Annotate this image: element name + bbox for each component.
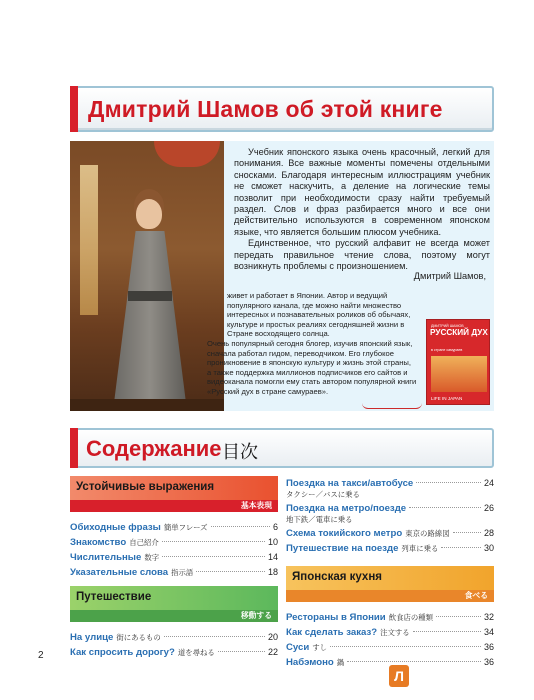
toc-title: Как спросить дорогу? [70,647,175,658]
contents-left-column [70,476,278,660]
publisher-logo: Л [389,665,409,687]
dot-leader [347,661,481,662]
section-label-jp: 移動する [70,610,278,622]
dot-leader [441,547,481,548]
book-footer: LIFE IN JAPAN [431,396,463,401]
intro-block [70,141,494,411]
toc-item[interactable] [70,550,278,565]
contents-title: Содержание [86,436,222,461]
toc-title: Поездка на метро/поезде [286,503,407,514]
toc-item[interactable] [286,625,494,640]
review-paragraph-1: Учебник японского языка очень красочный, легкий для понимания. Все важные моменты помечены отдельными сносками. Благодаря интересным иллюстрациям учебник не сможет наскучить, а деление на логические темы позволит при необходимости сразу найти требуемый раздел. Слов и фраз разбирается много и все они действительно используются в современном японском языке, что является большим плюсом учебника. [234,147,490,237]
bio-paragraph-1: живет и работает в Японии. Автор и ведущий популярного канала, где можно найти множество интересных и познавательных роликов об обычаях, культуре и простых реалиях сегодняшней жизни в Стране восходящего солнца. [227,291,411,339]
section-label-jp: 基本表現 [70,500,278,512]
toc-page: 34 [483,627,494,637]
contents-banner [70,428,494,468]
toc-title: Набэмоно [286,657,334,668]
toc-page: 22 [267,647,278,657]
dot-leader [196,571,265,572]
toc-page: 26 [483,503,494,513]
umbrella-shape [154,141,220,167]
toc-item[interactable] [70,645,278,660]
toc-title: Числительные [70,552,142,563]
toc-page: 10 [267,537,278,547]
signature: Дмитрий Шамов, [413,271,486,281]
dot-leader [164,636,265,637]
review-paragraph-2: Единственное, что русский алфавит не всегда может передать правильное чтение слова, поэтому могут возникнуть проблемы с произношением. [234,238,490,272]
book-subtitle: в стране самураев [431,348,463,352]
toc-item[interactable] [286,501,494,526]
floor [70,399,224,411]
toc-page: 30 [483,543,494,553]
toc-title: Поездка на такси/автобусе [286,478,414,489]
toc-title-jp: 鍋 [336,658,345,667]
dot-leader [436,616,481,617]
kimono-robe [114,231,186,403]
toc-title-jp: 街にあるもの [116,633,161,642]
dot-leader [409,507,481,508]
page-number: 2 [38,650,44,661]
swirl-decoration [362,403,422,409]
toc-page: 32 [483,612,494,622]
toc-title: Обиходные фразы [70,522,161,533]
section-label: Устойчивые выражения [76,481,215,493]
toc-title-jp: 数字 [144,553,160,562]
dot-leader [162,541,265,542]
contents-title-jp: 目次 [222,442,258,462]
book-cover [426,319,490,405]
title-banner [70,86,494,132]
toc-title-jp: 注文する [380,628,410,637]
lamp-shape [80,165,98,315]
dot-leader [162,556,265,557]
toc-title-jp: 簡単フレーズ [163,523,208,532]
toc-title-jp: 東京の路線図 [405,529,450,538]
toc-title: Указательные слова [70,567,169,578]
author-bio [207,291,417,397]
toc-item[interactable] [286,476,494,501]
toc-title: Суси [286,642,310,653]
toc-title: Путешествие на поезде [286,543,399,554]
toc-page: 28 [483,528,494,538]
page-title: Дмитрий Шамов об этой книге [88,96,443,122]
section-label: Путешествие [76,591,152,603]
toc-item[interactable] [70,565,278,580]
dot-leader [413,631,481,632]
toc-title-jp: 飲食店の種類 [388,613,434,622]
toc-page: 24 [483,478,494,488]
dot-leader [416,482,481,483]
toc-title-jp: 指示語 [171,568,194,577]
author-head [136,199,162,229]
toc-item[interactable] [286,541,494,556]
book-illustration [431,356,487,392]
toc-item[interactable] [286,526,494,541]
toc-page: 36 [483,642,494,652]
toc-page: 6 [272,522,278,532]
contents-right-column [286,476,494,670]
section-label: Японская кухня [292,571,382,583]
kimono-belt [128,291,172,301]
dot-leader [330,646,481,647]
toc-item[interactable] [70,535,278,550]
toc-title-jp: すし [312,643,328,652]
section-cuisine [286,566,494,602]
toc-title: Схема токийского метро [286,528,403,539]
toc-title-jp: 自己紹介 [129,538,159,547]
toc-title: На улице [70,632,114,643]
toc-title: Знакомство [70,537,127,548]
book-title: РУССКИЙ ДУХ [430,328,488,337]
toc-item[interactable] [286,640,494,655]
section-travel [70,586,278,622]
review-text [234,147,490,272]
toc-page: 20 [267,632,278,642]
dot-leader [211,526,270,527]
section-label-jp: 食べる [286,590,494,602]
toc-title: Рестораны в Японии [286,612,386,623]
toc-title: Как сделать заказ? [286,627,378,638]
author-photo [70,141,224,411]
toc-page: 14 [267,552,278,562]
toc-title-jp: 道を尋ねる [177,648,215,657]
bio-paragraph-2: Очень популярный сегодня блогер, изучив японский язык, сначала работал гидом, переводчиком. Его глубокое проникновение в японскую культуру и жизнь этой страны, а также поддержка миллионов подписчиков его сайтов и видеоканала помогли ему стать автором популярной книги «Русский дух в стране самураев». [207,338,417,396]
toc-title-jp: 地下鉄／電車に乗る [286,515,353,524]
dot-leader [453,532,481,533]
toc-title-jp: タクシー／バスに乗る [286,490,360,499]
toc-item[interactable] [70,630,278,645]
toc-page: 18 [267,567,278,577]
dot-leader [218,651,265,652]
section-phrases [70,476,278,512]
book-author: ДМИТРИЙ ШАМОВ [431,324,464,328]
toc-item[interactable] [286,610,494,625]
toc-item[interactable] [70,520,278,535]
toc-title-jp: 列車に乗る [401,544,439,553]
toc-page: 36 [483,657,494,667]
